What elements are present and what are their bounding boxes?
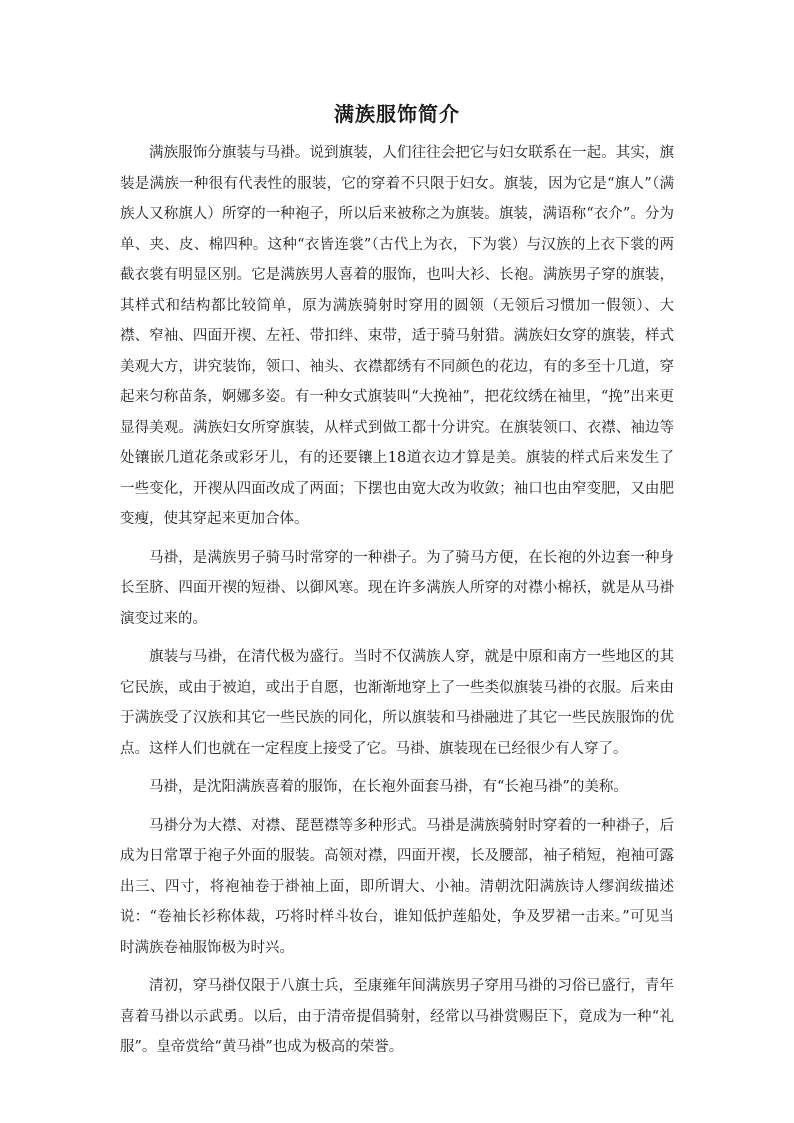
page-title: 满族服饰简介 [334,102,460,126]
paragraph-qizhuang: 满族服饰分旗装与马褂。说到旗装，人们往往会把它与妇女联系在一起。其实，旗装是满族一种很有代表性的服装，它的穿着不只限于妇女。旗装，因为它是“旗人”（满族人又称旗人）所穿的一种袍子，所以后来被称之为旗装。旗装，满语称“衣介”。分为单、夹、皮、棉四种。这种“衣皆连裳”（古代上为衣，下为裳）与汉族的上衣下裳的两截衣裳有明显区别。它是满族男人喜着的服饰，也叫大衫、长袍。满族男子穿的旗装，其样式和结构都比较简单，原为满族骑射时穿用的圆领（无领后习惯加一假领）、大襟、窄袖、四面开禊、左衽、带扣绊、束带，适于骑马射猎。满族妇女穿的旗装，样式美观大方，讲究装饰，领口、袖头、衣襟都绣有不同颜色的花边，有的多至十几道，穿起来匀称苗条，婀娜多姿。有一种女式旗装叫“大挽袖”，把花纹绣在袖里，“挽”出来更显得美观。满族妇女所穿旗装，从样式到做工都十分讲究。在旗装领口、衣襟、袖边等处镶嵌几道花条或彩牙儿，有的还要镶上18道衣边才算是美。旗装的样式后来发生了一些变化，开禊从四面改成了两面；下摆也由宽大改为收敛；袖口也由窄变肥，又由肥变瘦，使其穿起来更加合体。 [120,145,674,527]
paragraph-qing-early: 清初，穿马褂仅限于八旗士兵，至康雍年间满族男子穿用马褂的习俗已盛行，青年喜着马褂以示武勇。以后，由于清帝提倡骑射，经常以马褂赏赐臣下，竟成为一种“礼服”。皇帝赏给“黄马褂”也成为极高的荣誉。 [120,978,674,1055]
paragraph-shenyang: 马褂，是沈阳满族喜着的服饰，在长袍外面套马褂，有“长袍马褂”的美称。 [149,779,628,795]
paragraph-qing-popularity: 旗装与马褂，在清代极为盛行。当时不仅满族人穿，就是中原和南方一些地区的其它民族，或由于被迫，或出于自愿，也渐渐地穿上了一些类似旗装马褂的衣服。后来由于满族受了汉族和其它一些民族的同化，所以旗装和马褂融进了其它一些民族服饰的优点。这样人们也就在一定程度上接受了它。马褂、旗装现在已经很少有人穿了。 [120,649,674,757]
paragraph-magua-styles: 马褂分为大襟、对襟、琵琶襟等多种形式。马褂是满族骑射时穿着的一种褂子，后成为日常罩于袍子外面的服装。高领对襟，四面开禊，长及腰部，袖子稍短，袍袖可露出三、四寸，将袍袖卷于褂袖上面，即所谓大、小袖。清朝沈阳满族诗人缪润绂描述说：“卷袖长衫称体裁，巧将时样斗妆台，谁知低护莲船处，争及罗裙一击来。”可见当时满族卷袖服饰极为时兴。 [120,817,674,956]
paragraph-magua-intro: 马褂，是满族男子骑马时常穿的一种褂子。为了骑马方便，在长袍的外边套一种身长至脐、四面开禊的短褂、以御风寒。现在许多满族人所穿的对襟小棉袄，就是从马褂演变过来的。 [120,549,674,627]
